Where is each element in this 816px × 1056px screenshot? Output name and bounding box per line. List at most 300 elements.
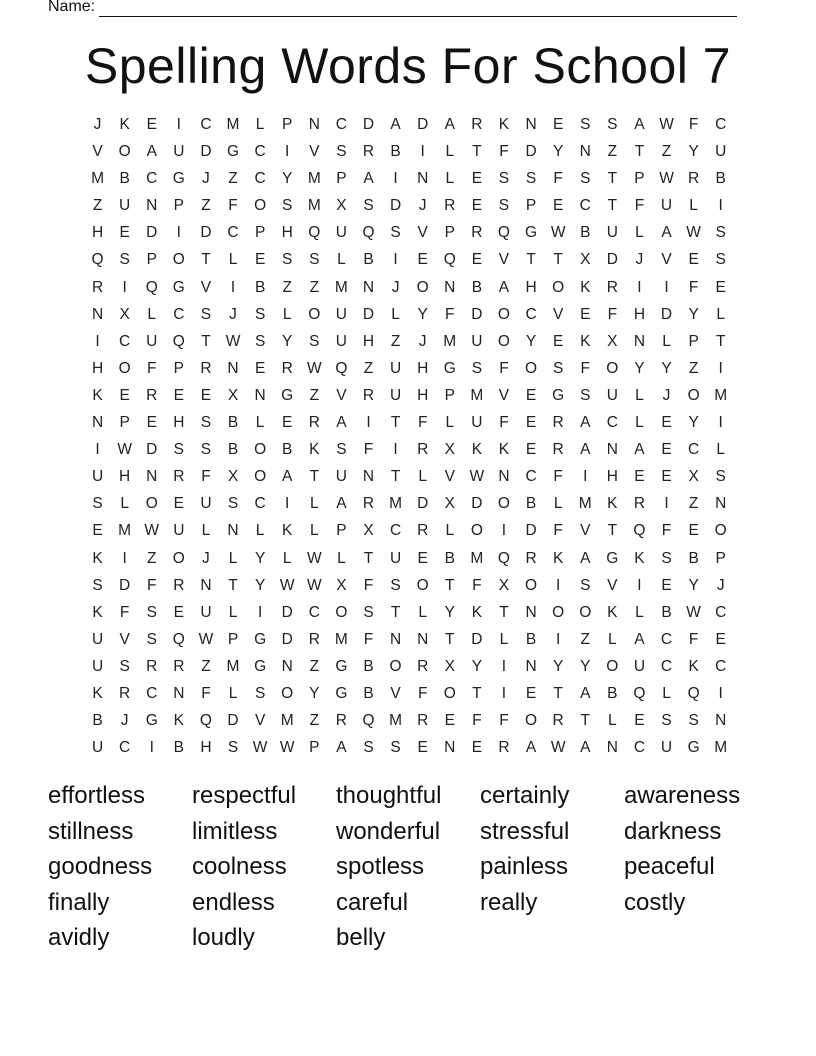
grid-letter[interactable]: S <box>390 739 401 757</box>
grid-letter[interactable]: N <box>254 386 266 404</box>
grid-letter[interactable]: O <box>254 468 267 486</box>
grid-letter[interactable]: O <box>118 143 131 161</box>
name-field[interactable] <box>48 0 737 17</box>
grid-letter[interactable]: I <box>664 495 669 513</box>
grid-letter[interactable]: N <box>606 739 618 757</box>
grid-letter[interactable]: G <box>687 739 700 757</box>
grid-letter[interactable]: F <box>688 278 699 296</box>
grid-letter[interactable]: D <box>281 630 293 648</box>
grid-letter[interactable]: S <box>282 197 293 215</box>
grid-letter[interactable]: W <box>306 359 322 377</box>
grid-letter[interactable]: D <box>417 495 429 513</box>
grid-letter[interactable]: L <box>445 143 455 161</box>
grid-letter[interactable]: I <box>718 414 723 432</box>
grid-letter[interactable]: Y <box>525 332 537 350</box>
grid-letter[interactable]: Q <box>335 359 348 377</box>
grid-letter[interactable]: R <box>417 657 429 675</box>
grid-letter[interactable]: U <box>335 468 347 486</box>
grid-letter[interactable]: R <box>417 712 429 730</box>
grid-letter[interactable]: N <box>444 278 456 296</box>
grid-letter[interactable]: W <box>306 549 322 567</box>
grid-letter[interactable]: O <box>254 441 267 459</box>
grid-letter[interactable]: X <box>444 495 455 513</box>
grid-letter[interactable]: Y <box>688 143 699 161</box>
grid-letter[interactable]: O <box>443 684 456 702</box>
grid-letter[interactable]: I <box>176 224 181 242</box>
grid-letter[interactable]: Y <box>552 657 564 675</box>
grid-letter[interactable]: Y <box>661 359 672 377</box>
grid-letter[interactable]: U <box>91 657 104 675</box>
grid-letter[interactable]: N <box>525 657 537 675</box>
grid-letter[interactable]: F <box>580 359 590 377</box>
grid-letter[interactable]: G <box>335 657 348 675</box>
grid-letter[interactable]: I <box>637 576 642 594</box>
grid-letter[interactable]: X <box>498 576 510 594</box>
grid-letter[interactable]: P <box>634 170 645 188</box>
grid-letter[interactable]: Q <box>633 522 646 540</box>
grid-letter[interactable]: Y <box>282 170 293 188</box>
grid-letter[interactable]: U <box>91 739 104 757</box>
grid-letter[interactable]: I <box>555 630 561 648</box>
grid-letter[interactable]: E <box>471 251 483 269</box>
grid-letter[interactable]: S <box>336 143 347 161</box>
grid-letter[interactable]: E <box>715 630 726 648</box>
grid-letter[interactable]: R <box>417 441 429 459</box>
grid-letter[interactable]: O <box>389 657 402 675</box>
grid-letter[interactable]: F <box>634 197 645 215</box>
grid-letter[interactable]: C <box>119 332 131 350</box>
grid-letter[interactable]: R <box>498 739 510 757</box>
grid-letter[interactable]: B <box>607 684 618 702</box>
grid-letter[interactable]: Z <box>309 386 320 404</box>
grid-letter[interactable]: T <box>526 251 536 269</box>
grid-letter[interactable]: U <box>91 630 104 648</box>
grid-letter[interactable]: I <box>718 684 723 702</box>
grid-letter[interactable]: J <box>635 251 644 269</box>
grid-letter[interactable]: Q <box>172 630 185 648</box>
grid-letter[interactable]: E <box>661 414 672 432</box>
grid-letter[interactable]: Q <box>497 224 510 242</box>
grid-letter[interactable]: S <box>119 251 130 269</box>
grid-letter[interactable]: N <box>227 522 239 540</box>
grid-letter[interactable]: K <box>634 549 645 567</box>
grid-letter[interactable]: S <box>715 224 726 242</box>
grid-letter[interactable]: F <box>607 305 618 323</box>
grid-letter[interactable]: P <box>173 197 184 215</box>
grid-letter[interactable]: D <box>389 197 402 215</box>
grid-letter[interactable]: S <box>580 170 591 188</box>
grid-letter[interactable]: O <box>606 657 619 675</box>
grid-letter[interactable]: S <box>200 441 212 459</box>
grid-letter[interactable]: R <box>200 359 212 377</box>
grid-letter[interactable]: C <box>254 495 266 513</box>
grid-letter[interactable]: R <box>146 386 158 404</box>
grid-letter[interactable]: K <box>498 441 510 459</box>
grid-letter[interactable]: L <box>418 603 427 621</box>
grid-letter[interactable]: C <box>525 468 537 486</box>
grid-letter[interactable]: I <box>257 603 263 621</box>
grid-letter[interactable]: L <box>418 468 427 486</box>
grid-letter[interactable]: A <box>634 116 645 133</box>
grid-letter[interactable]: W <box>117 441 132 459</box>
grid-letter[interactable]: K <box>607 603 618 621</box>
grid-letter[interactable]: D <box>471 305 483 323</box>
grid-letter[interactable]: T <box>607 197 618 215</box>
grid-letter[interactable]: I <box>501 522 507 540</box>
grid-letter[interactable]: L <box>309 522 319 540</box>
grid-letter[interactable]: O <box>172 251 185 269</box>
grid-letter[interactable]: K <box>92 603 103 621</box>
grid-letter[interactable]: K <box>688 657 699 675</box>
grid-letter[interactable]: V <box>552 305 564 323</box>
grid-letter[interactable]: B <box>254 278 266 296</box>
grid-letter[interactable]: E <box>715 278 726 296</box>
grid-letter[interactable]: K <box>173 712 184 730</box>
grid-letter[interactable]: L <box>553 495 563 513</box>
grid-letter[interactable]: I <box>366 414 371 432</box>
grid-letter[interactable]: W <box>279 739 295 757</box>
grid-letter[interactable]: K <box>552 549 564 567</box>
grid-letter[interactable]: G <box>281 386 294 404</box>
grid-letter[interactable]: I <box>501 657 507 675</box>
grid-letter[interactable]: Z <box>688 359 699 377</box>
grid-letter[interactable]: E <box>661 576 672 594</box>
grid-letter[interactable]: O <box>606 359 619 377</box>
grid-letter[interactable]: W <box>659 170 674 188</box>
grid-letter[interactable]: T <box>715 332 726 350</box>
grid-letter[interactable]: M <box>714 739 728 757</box>
grid-letter[interactable]: B <box>227 441 239 459</box>
grid-letter[interactable]: Q <box>145 278 158 296</box>
grid-letter[interactable]: J <box>229 305 237 323</box>
grid-letter[interactable]: O <box>525 576 538 594</box>
grid-letter[interactable]: X <box>336 576 347 594</box>
grid-letter[interactable]: P <box>119 414 130 432</box>
grid-letter[interactable]: D <box>471 630 483 648</box>
grid-letter[interactable]: H <box>173 414 185 432</box>
grid-letter[interactable]: Z <box>201 197 211 215</box>
grid-letter[interactable]: I <box>122 278 127 296</box>
grid-letter[interactable]: N <box>715 495 727 513</box>
grid-letter[interactable]: W <box>469 468 485 486</box>
grid-letter[interactable]: B <box>363 251 374 269</box>
grid-letter[interactable]: S <box>580 116 591 133</box>
grid-letter[interactable]: Y <box>254 576 266 594</box>
grid-letter[interactable]: B <box>390 143 401 161</box>
grid-letter[interactable]: F <box>119 603 130 621</box>
grid-letter[interactable]: I <box>718 197 723 215</box>
grid-letter[interactable]: U <box>660 739 673 757</box>
grid-letter[interactable]: F <box>553 468 563 486</box>
grid-letter[interactable]: F <box>499 712 509 730</box>
grid-letter[interactable]: R <box>525 549 537 567</box>
grid-letter[interactable]: X <box>444 441 455 459</box>
grid-letter[interactable]: R <box>362 143 375 161</box>
grid-letter[interactable]: Y <box>282 332 293 350</box>
grid-letter[interactable]: O <box>416 278 429 296</box>
grid-letter[interactable]: U <box>91 468 104 486</box>
grid-letter[interactable]: Z <box>688 495 699 513</box>
grid-letter[interactable]: Y <box>552 143 564 161</box>
grid-letter[interactable]: E <box>525 386 537 404</box>
grid-letter[interactable]: U <box>200 495 212 513</box>
grid-letter[interactable]: C <box>606 414 618 432</box>
grid-letter[interactable]: Z <box>309 657 320 675</box>
grid-letter[interactable]: O <box>497 332 510 350</box>
grid-letter[interactable]: T <box>445 630 455 648</box>
grid-letter[interactable]: F <box>147 576 157 594</box>
grid-letter[interactable]: S <box>200 305 212 323</box>
grid-letter[interactable]: O <box>470 522 483 540</box>
grid-letter[interactable]: X <box>119 305 130 323</box>
grid-letter[interactable]: Z <box>309 278 320 296</box>
grid-letter[interactable]: L <box>445 522 455 540</box>
grid-letter[interactable]: O <box>552 603 565 621</box>
grid-letter[interactable]: O <box>308 305 321 323</box>
grid-letter[interactable]: W <box>252 739 268 757</box>
grid-letter[interactable]: G <box>172 170 185 188</box>
grid-letter[interactable]: N <box>200 576 212 594</box>
grid-letter[interactable]: J <box>93 116 102 133</box>
grid-letter[interactable]: U <box>119 197 131 215</box>
grid-letter[interactable]: X <box>688 468 699 486</box>
grid-letter[interactable]: S <box>363 603 374 621</box>
grid-letter[interactable]: F <box>661 522 672 540</box>
grid-letter[interactable]: S <box>661 712 672 730</box>
grid-letter[interactable]: U <box>660 197 673 215</box>
grid-letter[interactable]: H <box>281 224 293 242</box>
grid-letter[interactable]: F <box>499 359 509 377</box>
grid-letter[interactable]: P <box>444 386 455 404</box>
grid-letter[interactable]: F <box>228 197 238 215</box>
grid-letter[interactable]: S <box>119 657 130 675</box>
grid-letter[interactable]: S <box>715 468 726 486</box>
grid-letter[interactable]: L <box>147 305 157 323</box>
grid-letter[interactable]: L <box>255 522 265 540</box>
grid-letter[interactable]: N <box>227 359 239 377</box>
grid-letter[interactable]: N <box>91 414 104 432</box>
grid-letter[interactable]: T <box>201 332 211 350</box>
grid-letter[interactable]: E <box>525 414 537 432</box>
grid-letter[interactable]: Y <box>688 305 699 323</box>
grid-letter[interactable]: N <box>525 603 537 621</box>
grid-letter[interactable]: Y <box>634 359 645 377</box>
grid-letter[interactable]: W <box>306 576 322 594</box>
grid-letter[interactable]: I <box>393 251 398 269</box>
grid-letter[interactable]: D <box>660 305 673 323</box>
grid-letter[interactable]: S <box>254 684 266 702</box>
grid-letter[interactable]: O <box>281 684 294 702</box>
grid-letter[interactable]: V <box>390 684 401 702</box>
grid-letter[interactable]: R <box>308 414 320 432</box>
grid-letter[interactable]: W <box>144 522 160 540</box>
grid-letter[interactable]: Z <box>363 359 374 377</box>
grid-letter[interactable]: E <box>552 197 564 215</box>
grid-letter[interactable]: A <box>580 739 591 757</box>
grid-letter[interactable]: R <box>552 441 564 459</box>
grid-letter[interactable]: N <box>606 441 618 459</box>
grid-letter[interactable]: K <box>498 116 510 133</box>
grid-letter[interactable]: A <box>580 684 591 702</box>
grid-letter[interactable]: E <box>634 468 645 486</box>
grid-letter[interactable]: J <box>202 549 210 567</box>
grid-letter[interactable]: K <box>309 441 320 459</box>
grid-letter[interactable]: O <box>335 603 348 621</box>
grid-letter[interactable]: A <box>580 441 591 459</box>
grid-letter[interactable]: C <box>633 739 646 757</box>
grid-letter[interactable]: T <box>607 522 618 540</box>
grid-letter[interactable]: V <box>336 386 347 404</box>
grid-letter[interactable]: T <box>472 684 482 702</box>
grid-letter[interactable]: F <box>363 630 374 648</box>
grid-letter[interactable]: Y <box>688 414 699 432</box>
grid-letter[interactable]: L <box>635 414 644 432</box>
grid-letter[interactable]: N <box>498 468 510 486</box>
grid-letter[interactable]: L <box>635 603 644 621</box>
grid-letter[interactable]: K <box>580 332 591 350</box>
grid-letter[interactable]: Q <box>91 251 104 269</box>
grid-letter[interactable]: M <box>470 386 484 404</box>
grid-letter[interactable]: N <box>417 630 429 648</box>
grid-letter[interactable]: G <box>172 278 185 296</box>
grid-letter[interactable]: Q <box>362 712 375 730</box>
grid-letter[interactable]: O <box>145 495 158 513</box>
grid-letter[interactable]: H <box>119 468 131 486</box>
grid-letter[interactable]: A <box>336 739 347 757</box>
grid-letter[interactable]: E <box>417 549 428 567</box>
grid-letter[interactable]: P <box>336 170 347 188</box>
grid-letter[interactable]: F <box>553 170 563 188</box>
grid-letter[interactable]: T <box>445 576 455 594</box>
grid-letter[interactable]: D <box>227 712 239 730</box>
grid-letter[interactable]: R <box>173 468 185 486</box>
grid-letter[interactable]: L <box>282 305 292 323</box>
grid-letter[interactable]: R <box>552 414 564 432</box>
grid-letter[interactable]: V <box>498 386 510 404</box>
grid-letter[interactable]: S <box>254 305 266 323</box>
grid-letter[interactable]: O <box>525 712 538 730</box>
grid-letter[interactable]: D <box>525 522 537 540</box>
grid-letter[interactable]: C <box>227 224 239 242</box>
grid-letter[interactable]: U <box>335 332 347 350</box>
grid-letter[interactable]: E <box>525 684 537 702</box>
grid-letter[interactable]: M <box>91 170 104 188</box>
grid-letter[interactable]: I <box>149 739 154 757</box>
grid-letter[interactable]: A <box>580 549 591 567</box>
grid-letter[interactable]: K <box>471 441 483 459</box>
grid-letter[interactable]: F <box>553 522 563 540</box>
grid-letter[interactable]: O <box>172 549 185 567</box>
grid-letter[interactable]: M <box>389 712 403 730</box>
grid-letter[interactable]: Z <box>309 712 320 730</box>
grid-letter[interactable]: Y <box>471 657 483 675</box>
grid-letter[interactable]: O <box>714 522 727 540</box>
grid-letter[interactable]: I <box>393 170 398 188</box>
grid-letter[interactable]: P <box>715 549 726 567</box>
grid-letter[interactable]: U <box>146 332 158 350</box>
grid-letter[interactable]: F <box>417 414 428 432</box>
grid-letter[interactable]: K <box>92 684 103 702</box>
grid-letter[interactable]: Q <box>687 684 700 702</box>
grid-letter[interactable]: C <box>254 143 266 161</box>
grid-letter[interactable]: I <box>122 549 127 567</box>
grid-letter[interactable]: Q <box>497 549 510 567</box>
grid-letter[interactable]: Q <box>633 684 646 702</box>
grid-letter[interactable]: E <box>444 712 455 730</box>
grid-letter[interactable]: U <box>173 522 185 540</box>
grid-letter[interactable]: F <box>147 359 157 377</box>
grid-letter[interactable]: R <box>633 495 646 513</box>
grid-letter[interactable]: C <box>715 116 727 133</box>
grid-letter[interactable]: O <box>416 576 429 594</box>
grid-letter[interactable]: J <box>418 332 427 350</box>
grid-letter[interactable]: C <box>200 116 212 133</box>
grid-letter[interactable]: M <box>118 522 132 540</box>
grid-letter[interactable]: K <box>92 386 103 404</box>
grid-letter[interactable]: W <box>550 224 566 242</box>
grid-letter[interactable]: M <box>307 170 321 188</box>
grid-letter[interactable]: Z <box>201 657 211 675</box>
grid-letter[interactable]: V <box>607 576 618 594</box>
grid-letter[interactable]: X <box>227 468 239 486</box>
grid-letter[interactable]: S <box>688 712 699 730</box>
grid-letter[interactable]: I <box>664 278 669 296</box>
grid-letter[interactable]: L <box>228 549 238 567</box>
grid-letter[interactable]: F <box>688 116 699 133</box>
grid-letter[interactable]: H <box>91 224 104 242</box>
grid-letter[interactable]: J <box>716 576 725 594</box>
grid-letter[interactable]: Q <box>443 251 456 269</box>
grid-letter[interactable]: R <box>471 116 483 133</box>
grid-letter[interactable]: Q <box>199 712 212 730</box>
grid-letter[interactable]: D <box>200 143 212 161</box>
grid-letter[interactable]: L <box>120 495 129 513</box>
grid-letter[interactable]: A <box>634 441 645 459</box>
grid-letter[interactable]: E <box>200 386 212 404</box>
grid-letter[interactable]: L <box>445 414 455 432</box>
grid-letter[interactable]: C <box>308 603 320 621</box>
grid-letter[interactable]: O <box>497 495 510 513</box>
grid-letter[interactable]: E <box>552 116 564 133</box>
grid-letter[interactable]: L <box>337 251 346 269</box>
grid-letter[interactable]: P <box>227 630 239 648</box>
grid-letter[interactable]: S <box>471 359 483 377</box>
grid-letter[interactable]: J <box>120 712 129 730</box>
grid-letter[interactable]: W <box>686 224 701 242</box>
grid-letter[interactable]: R <box>688 170 700 188</box>
grid-letter[interactable]: D <box>362 305 375 323</box>
grid-letter[interactable]: L <box>228 251 238 269</box>
grid-letter[interactable]: O <box>579 603 592 621</box>
grid-letter[interactable]: U <box>173 143 185 161</box>
grid-letter[interactable]: G <box>525 224 538 242</box>
grid-letter[interactable]: E <box>471 739 483 757</box>
grid-letter[interactable]: U <box>633 657 646 675</box>
grid-letter[interactable]: D <box>200 224 212 242</box>
grid-letter[interactable]: K <box>580 278 591 296</box>
grid-letter[interactable]: A <box>282 468 293 486</box>
grid-letter[interactable]: F <box>363 441 374 459</box>
grid-letter[interactable]: A <box>498 278 510 296</box>
grid-letter[interactable]: N <box>308 116 320 133</box>
grid-letter[interactable]: W <box>550 739 566 757</box>
grid-letter[interactable]: D <box>281 603 293 621</box>
grid-letter[interactable]: F <box>472 712 482 730</box>
grid-letter[interactable]: C <box>660 657 673 675</box>
grid-letter[interactable]: S <box>282 251 293 269</box>
grid-letter[interactable]: S <box>92 576 103 594</box>
grid-letter[interactable]: H <box>91 359 104 377</box>
